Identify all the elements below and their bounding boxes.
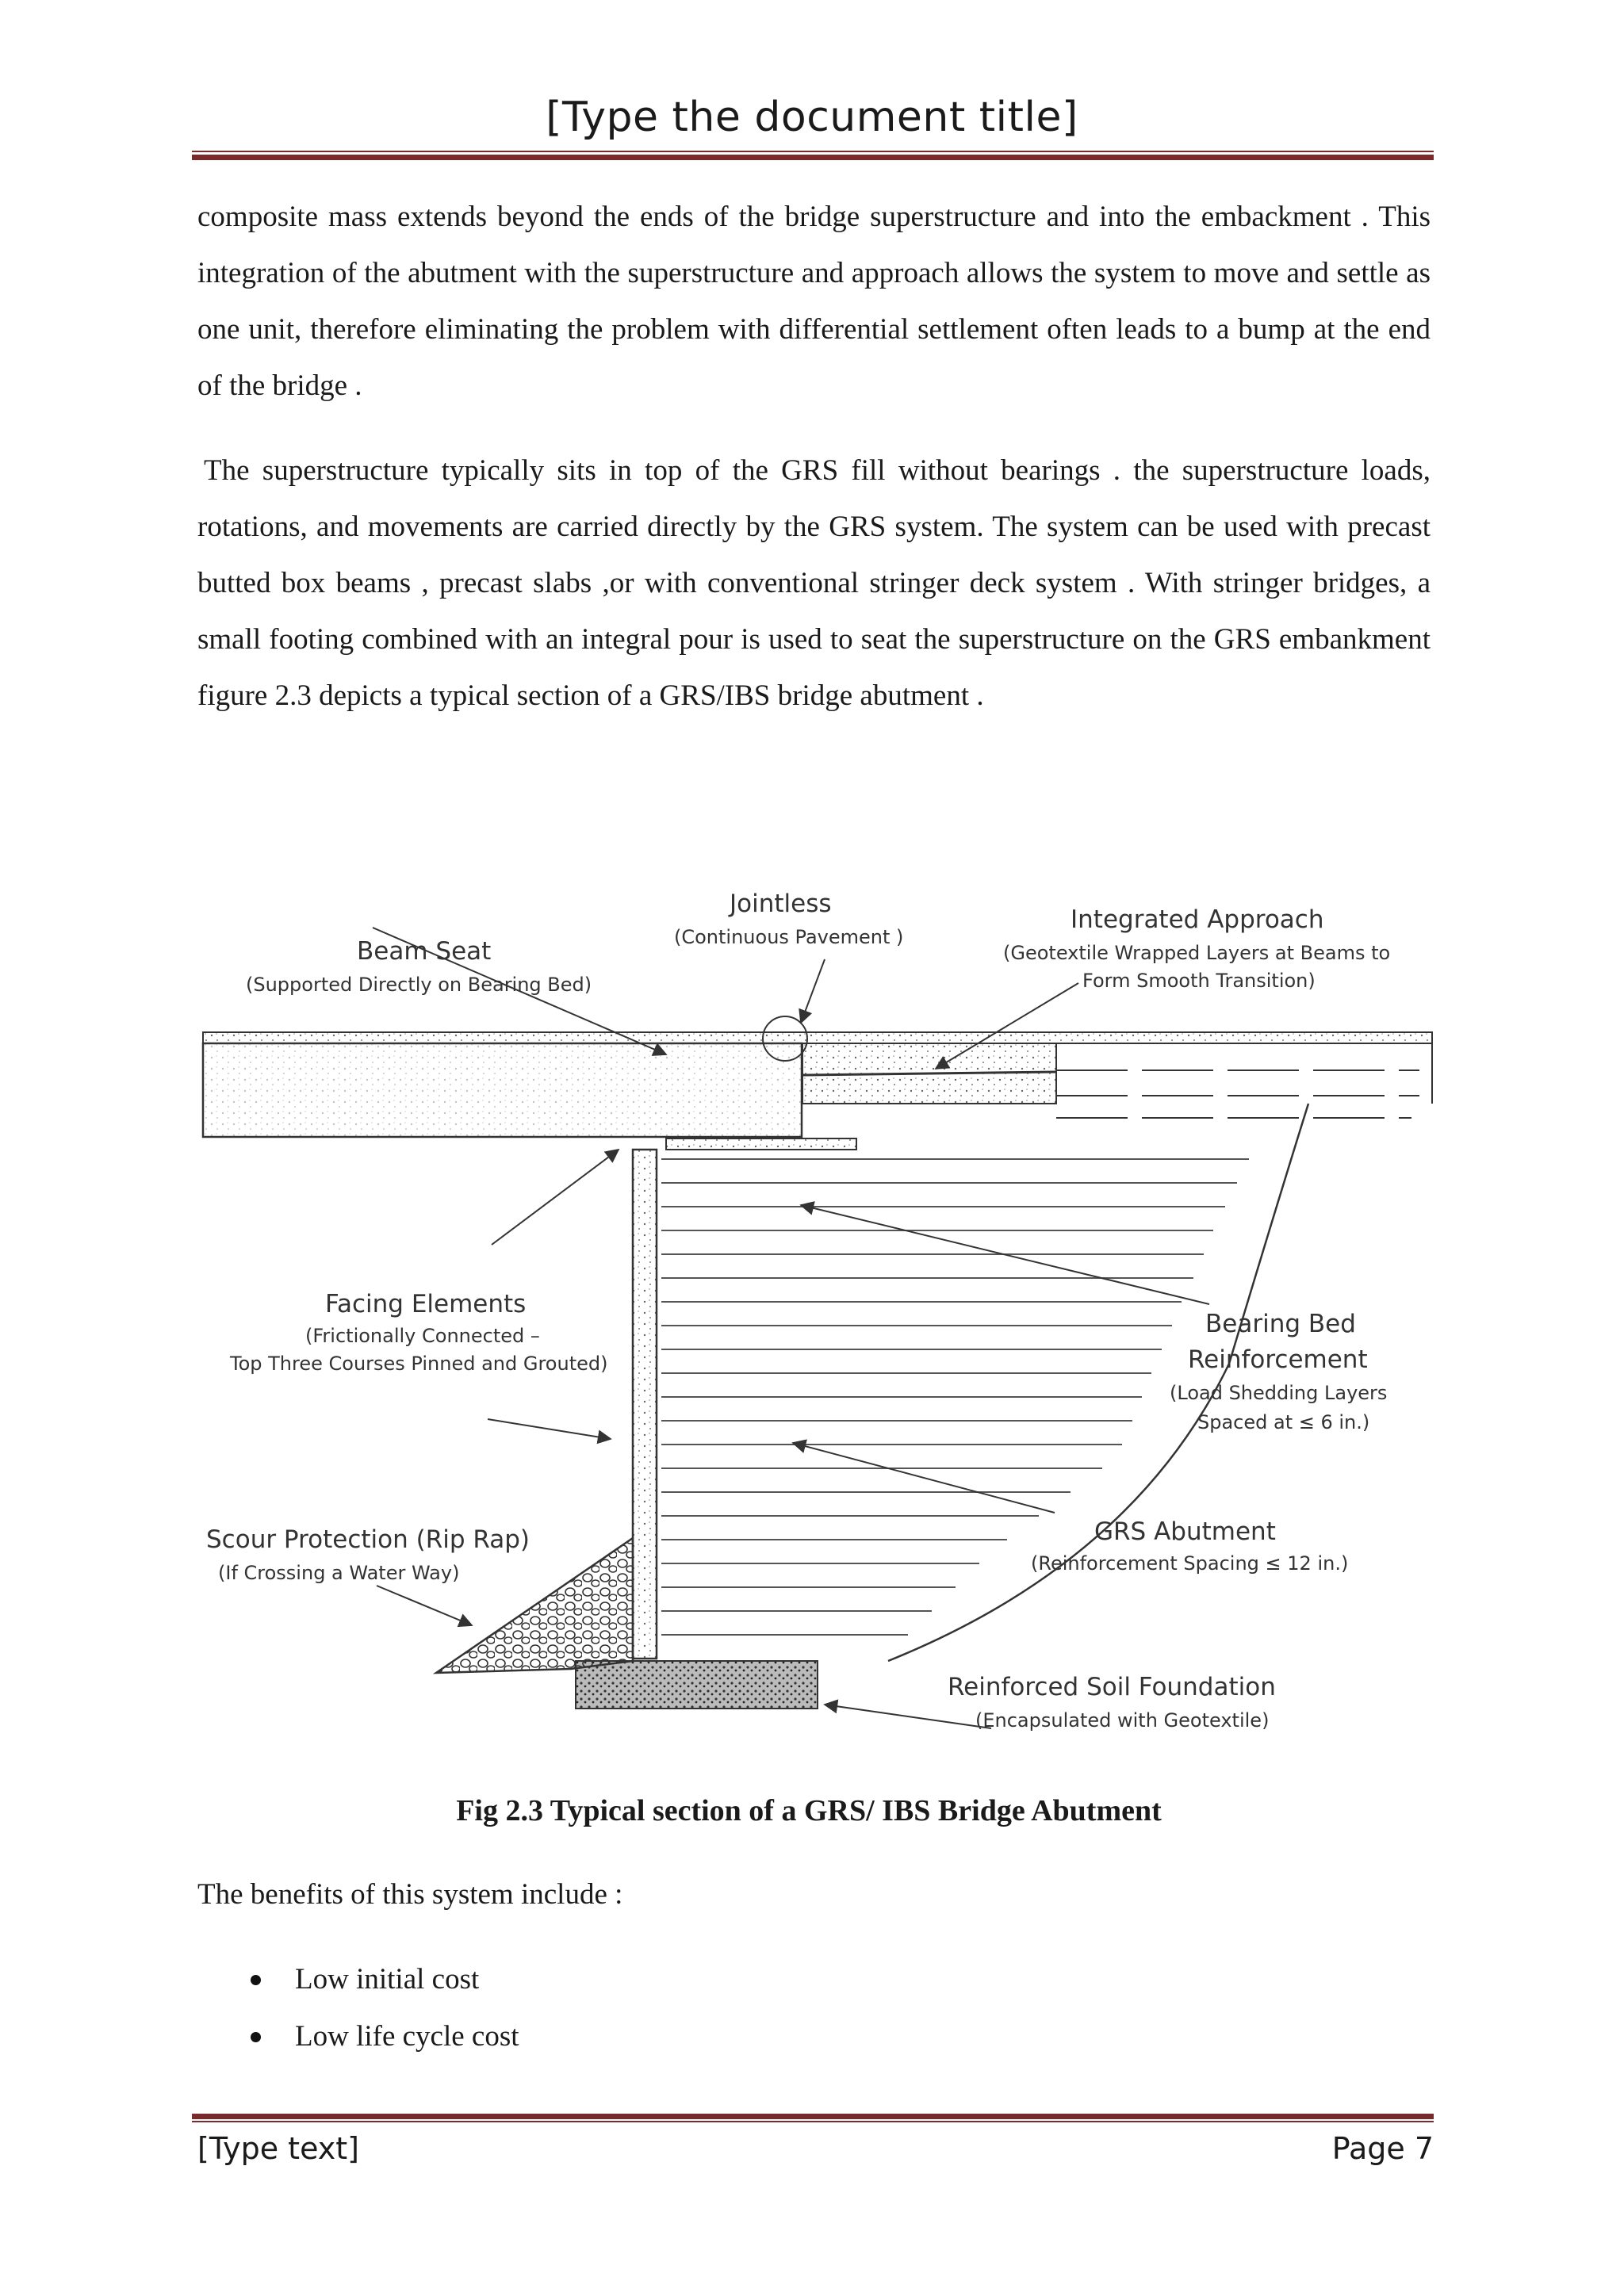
label-integrated-approach: Integrated Approach [1071,905,1324,934]
bullet-icon [251,2032,261,2042]
label-reinforced-soil-foundation: Reinforced Soil Foundation [948,1673,1276,1701]
label-bearing-bed: Bearing Bed [1205,1310,1356,1338]
label-beam-seat: Beam Seat [357,937,492,966]
benefit-text: Low life cycle cost [295,2020,519,2053]
label-beam-seat-sub: (Supported Directly on Bearing Bed) [246,974,592,996]
label-integrated-sub1: (Geotextile Wrapped Layers at Beams to [1003,942,1391,964]
benefits-intro: The benefits of this system include : [197,1878,623,1911]
label-facing-sub2: Top Three Courses Pinned and Grouted) [230,1353,608,1375]
label-scour-sub: (If Crossing a Water Way) [218,1562,460,1584]
label-rsf-sub: (Encapsulated with Geotextile) [975,1709,1270,1732]
footer-rule-thin [192,2121,1434,2122]
label-integrated-sub2: Form Smooth Transition) [1082,970,1316,992]
list-item [238,2019,519,2076]
document-title: [Type the document title] [546,94,1078,141]
label-facing-elements: Facing Elements [325,1290,527,1318]
paragraph-1: composite mass extends beyond the ends of the bridge superstructure and into the embackment . This integration of the abutment with the superstructure and approach allows the system to move and settle as one unit, therefore eliminating the problem with differential settlement often leads to a bump at the end of the bridge . [197,201,1431,402]
bridge-deck [203,1032,1432,1043]
facing-elements [633,1150,657,1659]
footer-text: [Type text] [197,2131,360,2166]
page-number: Page 7 [1331,2131,1434,2166]
figure-caption: Fig 2.3 Typical section of a GRS/ IBS Bridge Abutment [456,1794,1162,1827]
benefit-text: Low initial cost [295,1963,480,1996]
label-bearing-sub2: Spaced at ≤ 6 in.) [1197,1411,1370,1433]
header-rule-thick [192,155,1434,160]
header-rule-thin [192,151,1434,152]
bullet-icon [251,1975,261,1985]
footer-rule-thick [192,2114,1434,2119]
paragraph-2: The superstructure typically sits in top of the GRS fill without bearings . the superstructure loads, rotations, and movements are carried directly by the GRS system. The system can be used with precast butted box beams , precast slabs ,or with conventional stringer deck system . With stringer bridges, a small footing combined with an integral pour is used to seat the superstructure on the GRS embankment figure 2.3 depicts a typical section of a GRS/IBS bridge abutment . [197,454,1431,712]
label-jointless: Jointless [730,890,832,918]
label-facing-sub1: (Frictionally Connected – [305,1325,540,1347]
label-bearing-sub1: (Load Shedding Layers [1170,1382,1388,1404]
label-grs-sub: (Reinforcement Spacing ≤ 12 in.) [1031,1552,1349,1575]
label-jointless-sub: (Continuous Pavement ) [674,926,904,948]
reinforced-soil-foundation [576,1661,818,1709]
grs-abutment-figure [198,888,1435,1752]
scour-protection [436,1538,633,1673]
list-item [238,1962,519,2019]
label-grs-abutment: GRS Abutment [1094,1517,1276,1546]
benefits-list [238,1962,519,2076]
label-scour-protection: Scour Protection (Rip Rap) [206,1525,530,1554]
label-reinforcement: Reinforcement [1188,1345,1368,1374]
